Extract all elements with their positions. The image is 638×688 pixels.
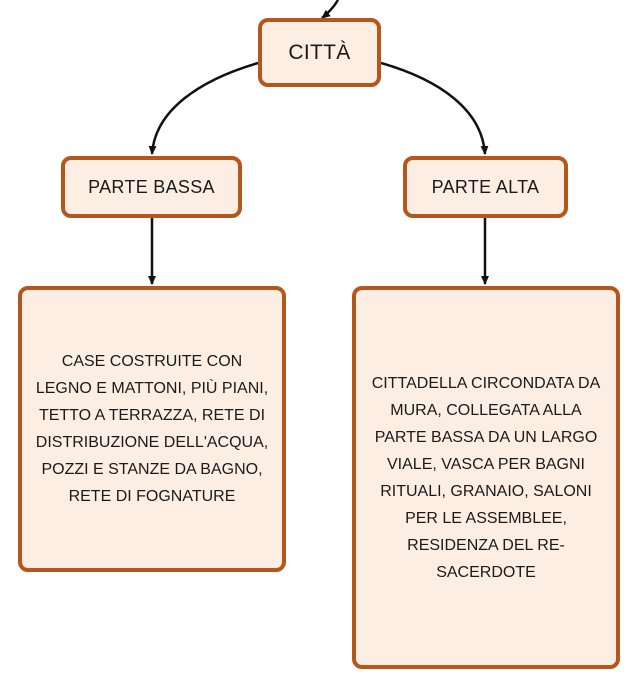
node-citta: [258, 18, 381, 87]
node-parte-alta-description: [352, 286, 620, 669]
node-parte-alta-label: PARTE ALTA: [431, 176, 540, 197]
parte-alta-description-text: CITTADELLA CIRCONDATA DA MURA, COLLEGATA ALLA PARTE BASSA DA UN LARGO VIALE, VASCA PER BAGNI RITUALI, GRANAIO, SALONI PER LE ASSEMBLEE, RESIDENZA DEL RE-SACERDOTE: [371, 374, 601, 581]
node-parte-bassa: [61, 156, 242, 218]
node-citta-label: CITTÀ: [288, 40, 351, 64]
incoming-arrow: [322, 0, 338, 18]
parte-bassa-description-text: CASE COSTRUITE CON LEGNO E MATTONI, PIÙ PIANI, TETTO A TERRAZZA, RETE DI DISTRIBUZIONE DELL'ACQUA, POZZI E STANZE DA BAGNO, RETE DI FOGNATURE: [35, 353, 269, 505]
arrow-root-to-parte-bassa: [152, 63, 258, 154]
node-parte-alta: [403, 156, 568, 218]
node-parte-bassa-label: PARTE BASSA: [88, 176, 215, 197]
arrow-root-to-parte-alta: [381, 63, 485, 154]
node-parte-bassa-description: [18, 286, 286, 572]
